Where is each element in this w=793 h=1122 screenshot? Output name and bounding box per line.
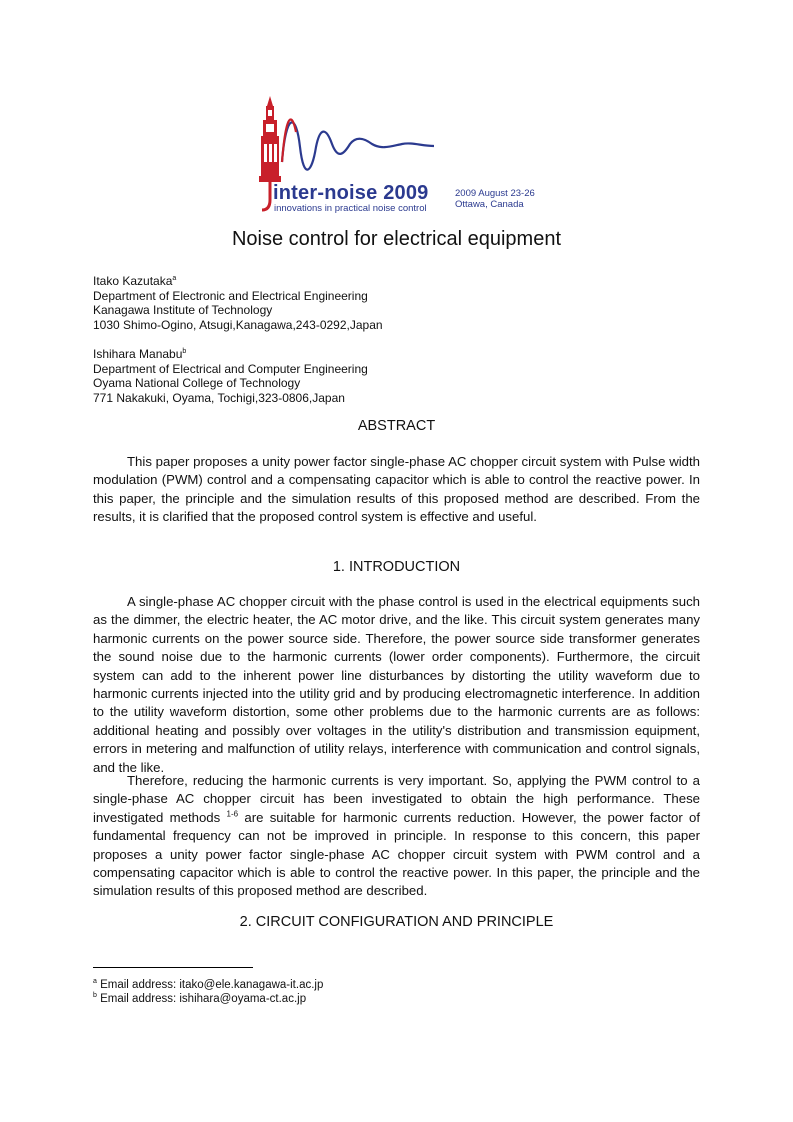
- author-block-1: [93, 272, 383, 332]
- abstract-heading: ABSTRACT: [357, 418, 436, 434]
- author-name: Itako Kazutaka$^a$: [93, 274, 177, 288]
- author-mark: b: [182, 348, 187, 355]
- author-affiliation-line: Kanagawa Institute of Technology: [93, 303, 273, 317]
- footnote-divider: [93, 967, 253, 968]
- footnote-email: Email address: ishihara@oyama-ct.ac.jp: [100, 992, 307, 1005]
- event-location: Ottawa, Canada: [455, 199, 524, 210]
- footnote-b: $^b$ Email address: ishihara@oyama-ct.ac.jp: [93, 992, 307, 1005]
- author-affiliation-line: 771 Nakakuki, Oyama, Tochigi,323-0806,Japan: [93, 390, 345, 405]
- author-affiliation-line: Department of Electrical and Computer Engineering: [93, 361, 368, 376]
- event-date: 2009 August 23-26: [455, 188, 535, 199]
- abstract-text: This paper proposes a unity power factor single-phase AC chopper circuit system with Pulse width modulation (PWM) control and a compensating capacitor which is able to control the reactive power. In this paper, the principle and the simulation results of this proposed method are described. From the results, it is clarified that the proposed control system is effective and useful.: [93, 454, 700, 525]
- introduction-heading: 1. INTRODUCTION: [332, 559, 461, 575]
- author-mark: a: [172, 275, 177, 282]
- citation-ref: 1-6: [226, 809, 239, 819]
- introduction-paragraph-2: Therefore, reducing the harmonic currents is very important. So, applying the PWM control to a single-phase AC chopper circuit has been investigated to obtain the high performance. These investigated methods $^{1-6}$ are suitable for harmonic currents reduction. However, the power factor of fundamental frequency can not be improved in principle. In response to this concern, this paper proposes a unity power factor single-phase AC chopper circuit system with PWM control and a compensating capacitor which is able to control the reactive power. In this paper, the principle and the simulation results of this proposed method are described.: [93, 773, 700, 899]
- logo-name: inter-noise 2009: [273, 182, 429, 204]
- conference-logo: [252, 92, 552, 214]
- event-info: [455, 188, 535, 210]
- footnote-email: Email address: itako@ele.kanagawa-it.ac.jp: [100, 978, 324, 991]
- author-name: Ishihara Manabu$^b$: [93, 347, 187, 361]
- author-affiliation-line: Department of Electronic and Electrical Engineering: [93, 288, 368, 303]
- logo-tagline: innovations in practical noise control: [274, 203, 427, 214]
- author-block-2: [93, 345, 368, 405]
- section-2-heading: 2. CIRCUIT CONFIGURATION AND PRINCIPLE: [239, 914, 554, 930]
- introduction-paragraph-1: A single-phase AC chopper circuit with the phase control is used in the electrical equipments such as the dimmer, the electric heater, the AC motor drive, and the like. This circuit system generates many harmonic currents on the power source side. Therefore, the power source side transformer generates the sound noise due to the harmonic currents (lower order components). Furthermore, the circuit system can add to the inherent power line disturbances by distorting the utility waveform due to harmonic currents injected into the utility grid and by producing electromagnetic interference. In addition to the utility waveform distortion, some other problems due to the harmonic currents are as follows: additional heating and possibly over voltages in the utility's distribution and transmission equipment, errors in metering and malfunction of utility relays, interference with communication and control signals, and the like.: [93, 594, 700, 775]
- author-affiliation-line: 1030 Shimo-Ogino, Atsugi,Kanagawa,243-0292,Japan: [93, 317, 383, 332]
- footnote-a: $^a$ Email address: itako@ele.kanagawa-it.ac.jp: [93, 978, 324, 991]
- paper-title: Noise control for electrical equipment: [231, 228, 562, 250]
- damped-wave: [282, 122, 434, 169]
- author-affiliation-line: Oyama National College of Technology: [93, 376, 301, 390]
- tower-spire: [267, 96, 273, 106]
